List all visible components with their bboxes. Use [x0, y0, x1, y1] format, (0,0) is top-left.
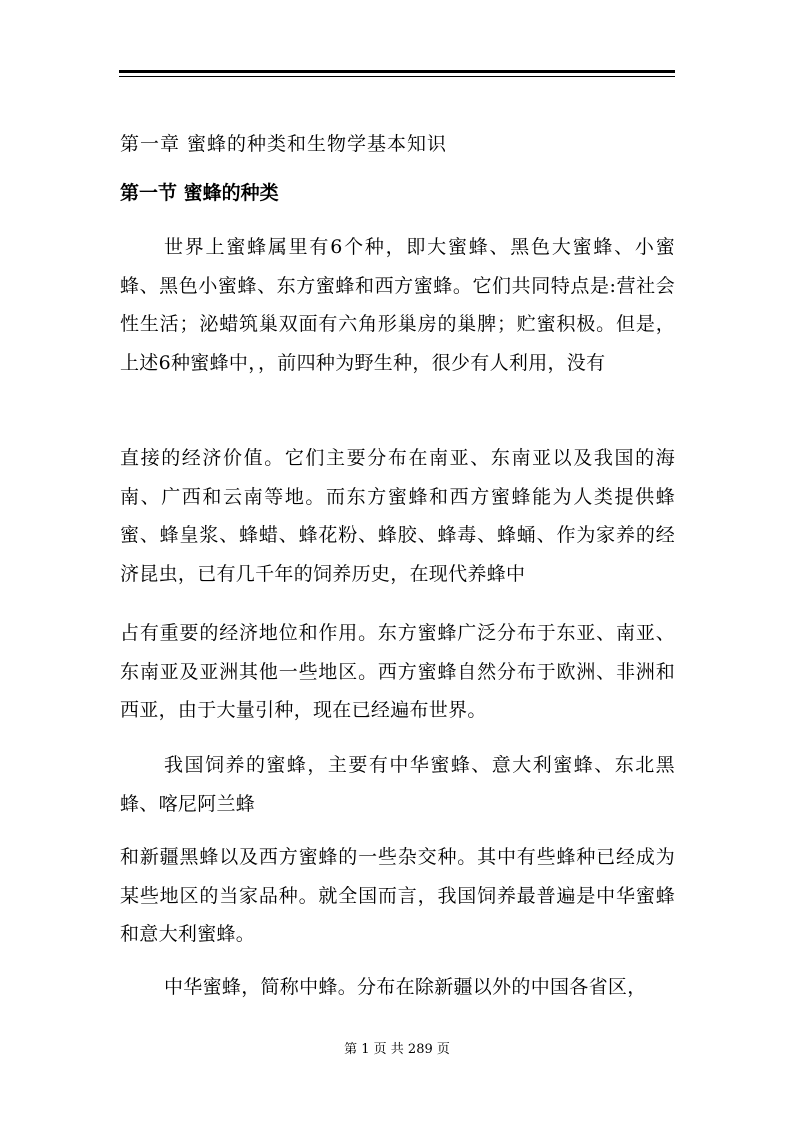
page-footer: 第 1 页 共 289 页	[344, 1042, 450, 1057]
paragraph-5: 和新疆黑蜂以及西方蜜蜂的一些杂交种。其中有些蜂种已经成为某些地区的当家品种。就全国而言，我国饲养最普遍是中华蜜蜂和意大利蜜蜂。	[120, 846, 675, 945]
chapter-title: 第一章 蜜蜂的种类和生物学基本知识	[120, 133, 448, 155]
header-rule-thick	[119, 70, 675, 73]
section-title: 第一节 蜜蜂的种类	[120, 182, 279, 204]
paragraph-4: 我国饲养的蜜蜂，主要有中华蜜蜂、意大利蜜蜂、东北黑蜂、喀尼阿兰蜂	[120, 754, 675, 815]
paragraph-3: 占有重要的经济地位和作用。东方蜜蜂广泛分布于东亚、南亚、东南亚及亚洲其他一些地区。西方蜜蜂自然分布于欧洲、非洲和西亚，由于大量引种，现在已经遍布世界。	[120, 622, 675, 721]
header-rule-thin	[119, 76, 675, 77]
paragraph-6: 中华蜜蜂，简称中蜂。分布在除新疆以外的中国各省区，	[164, 976, 647, 998]
paragraph-2: 直接的经济价值。它们主要分布在南亚、东南亚以及我国的海南、广西和云南等地。而东方蜜蜂和西方蜜蜂能为人类提供蜂蜜、蜂皇浆、蜂蜡、蜂花粉、蜂胶、蜂毒、蜂蛹、作为家养的经济昆虫，已有几千年的饲养历史，在现代养蜂中	[120, 447, 675, 585]
paragraph-1: 世界上蜜蜂属里有6个种，即大蜜蜂、黑色大蜜蜂、小蜜蜂、黑色小蜜蜂、东方蜜蜂和西方蜜蜂。它们共同特点是:营社会性生活；泌蜡筑巢双面有六角形巢房的巢脾；贮蜜积极。但是，上述6种蜜蜂中，，前四种为野生种，很少有人利用，没有	[120, 236, 675, 374]
